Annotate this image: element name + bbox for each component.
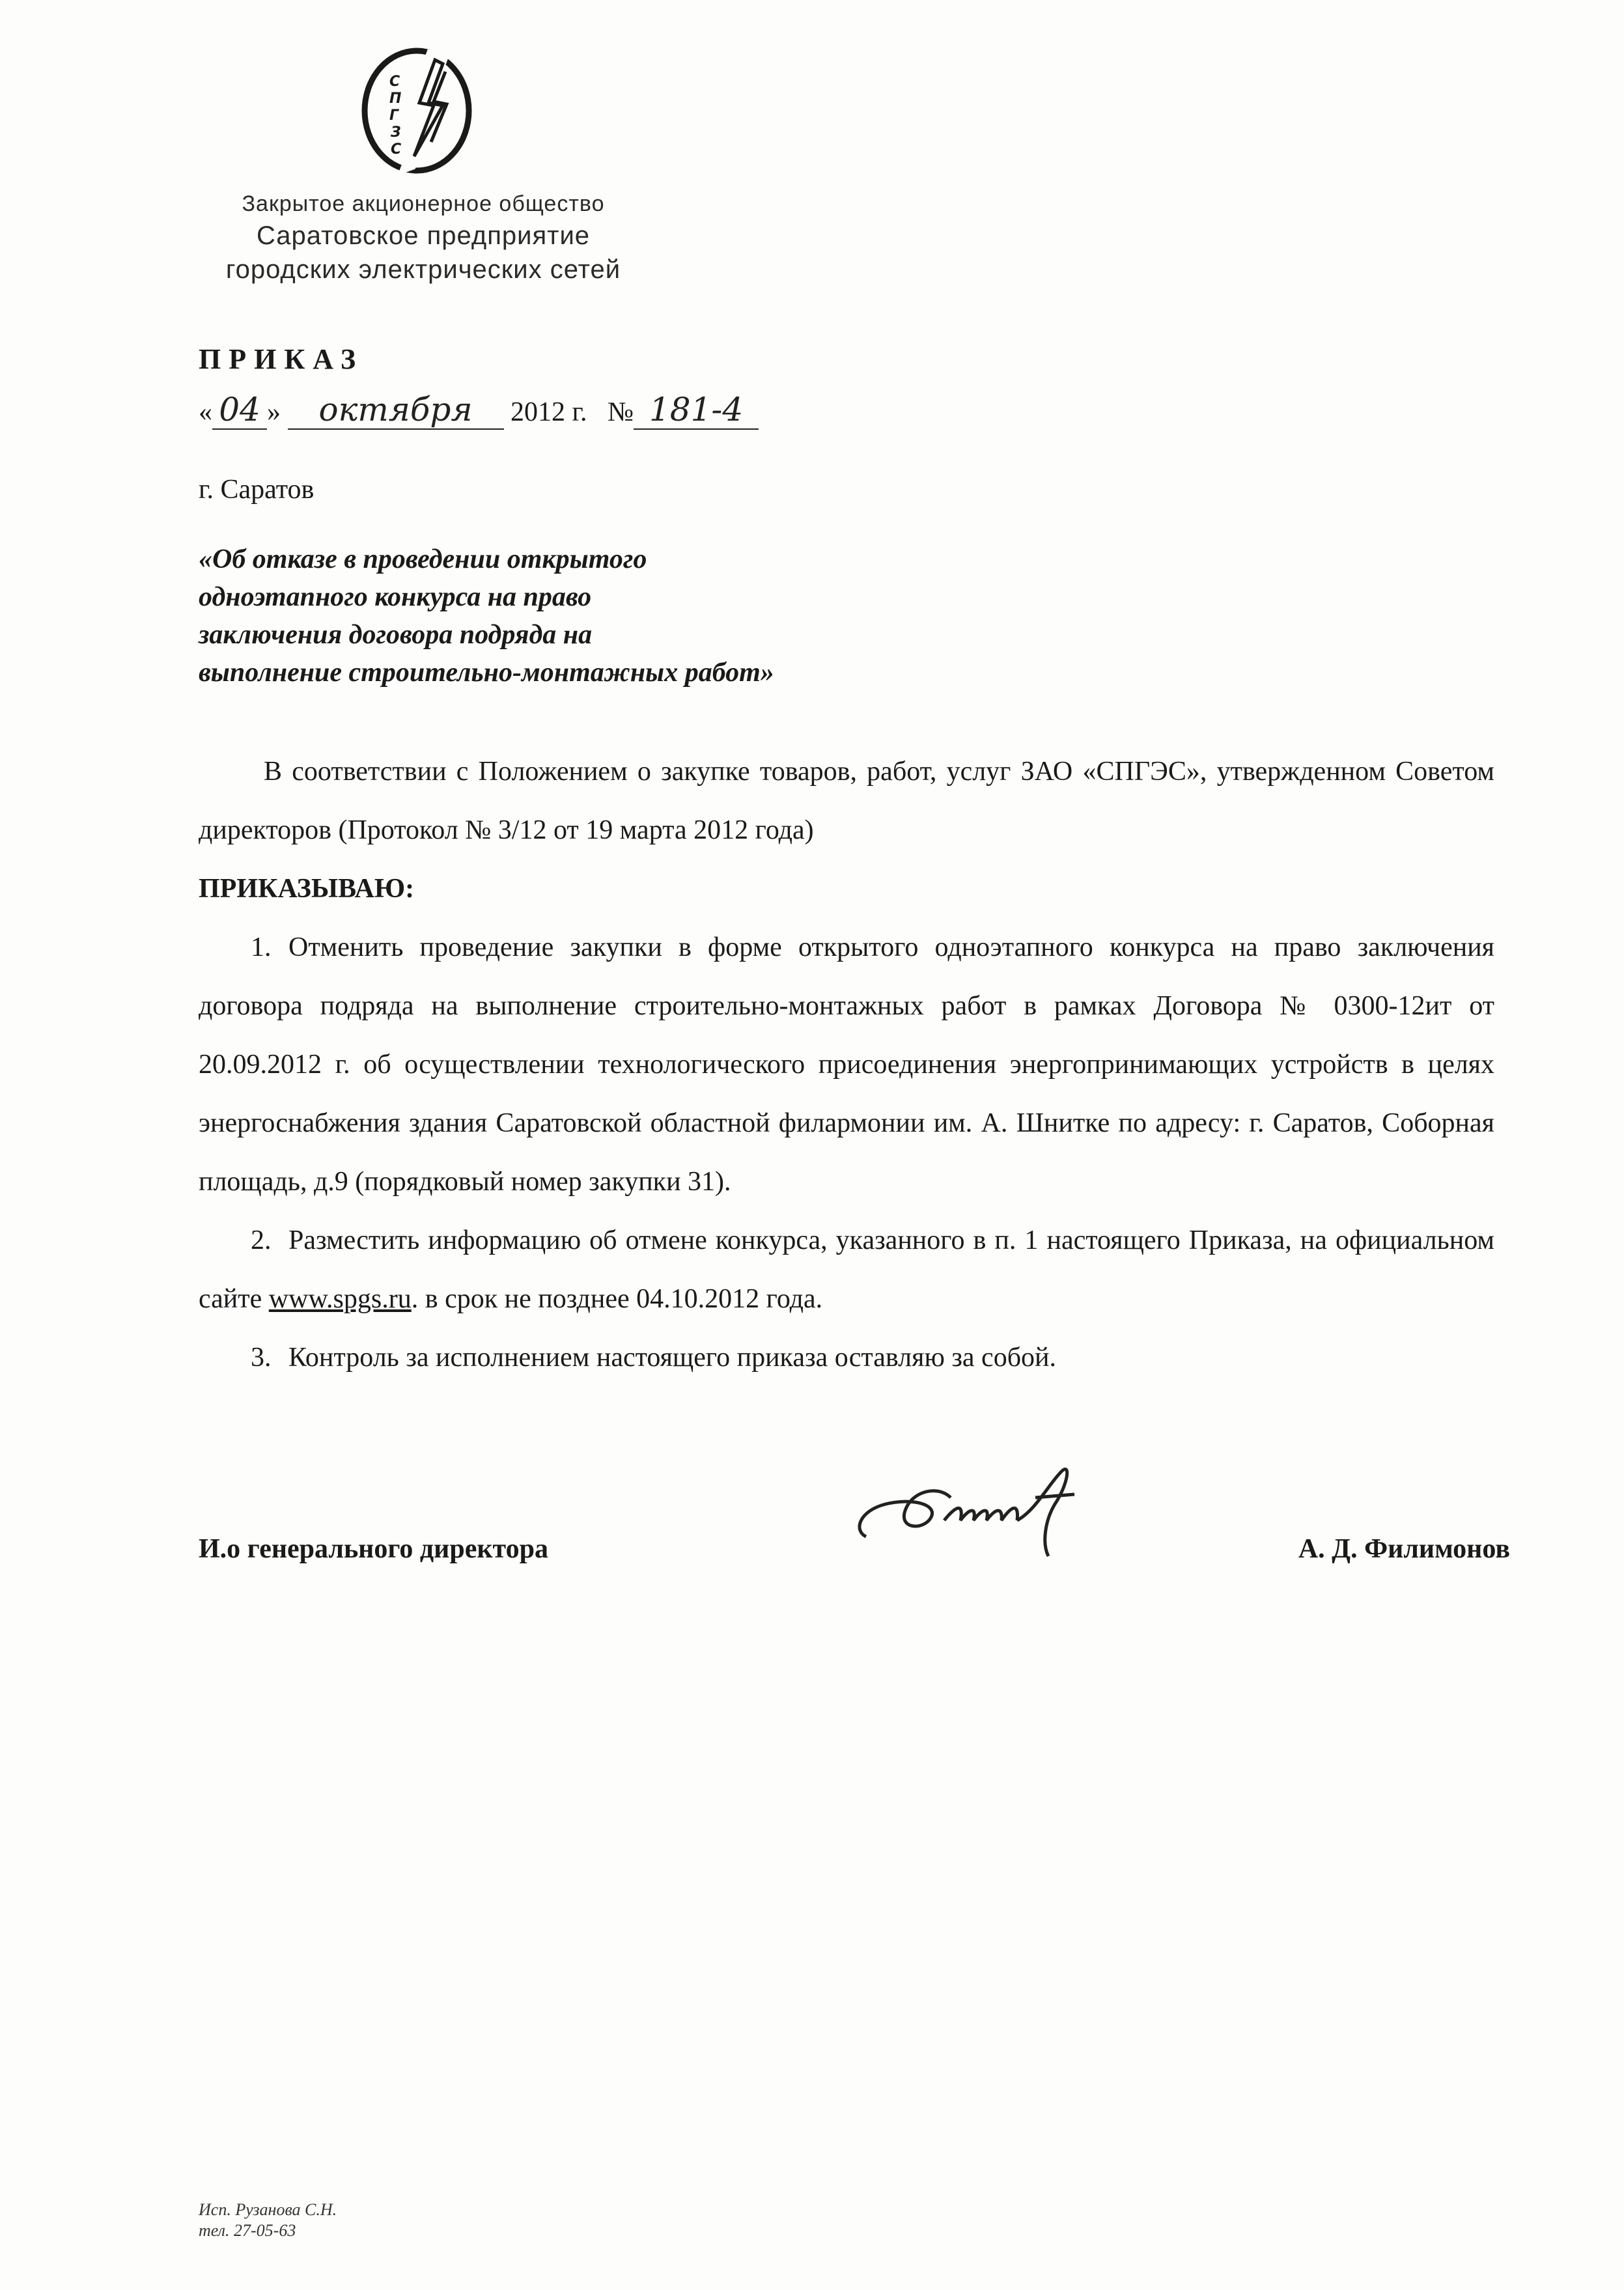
order-day: 04 [212, 391, 267, 430]
item-text-end: . в срок не позднее 04.10.2012 года. [411, 1284, 823, 1314]
quote-close: » [267, 397, 281, 427]
org-name-line2: городских электрических сетей [225, 255, 621, 284]
order-heading: ПРИКАЗЫВАЮ: [199, 874, 415, 904]
executor-name: Исп. Рузанова С.Н. [199, 2200, 337, 2219]
svg-text:С П Г З: С П Г З С [389, 74, 402, 158]
order-subject [199, 540, 980, 691]
order-item-2 [199, 1211, 1494, 1328]
order-month: октября [288, 391, 504, 430]
order-title: ПРИКАЗ [199, 343, 364, 375]
intro-paragraph: В соответствии с Положением о закупке товаров, работ, услуг ЗАО «СПГЭС», утвержденном Советом директоров (Протокол № 3/12 от 19 марта 2012 года) [199, 757, 1494, 845]
signatory-name: А. Д. Филимонов [1298, 1534, 1510, 1564]
order-year: 2012 г. [511, 397, 587, 427]
item-text: Отменить проведение закупки в форме открытого одноэтапного конкурса на право заключения договора подряда на выполнение строительно-монтажных работ в рамках Договора № 0300-12ит от 20.09.2012 г. об осуществлении технологического присоединения энергопринимающих устройств в целях энергоснабжения здания Саратовской областной филармонии им. А. Шнитке по адресу: г. Саратов, Соборная площадь, д.9 (порядковый номер закупки 31). [199, 932, 1494, 1197]
org-type: Закрытое акционерное общество [242, 191, 605, 216]
subject-line-4: выполнение строительно-монтажных работ» [199, 658, 774, 688]
item-number: 3. [251, 1343, 272, 1373]
executor-phone: тел. 27-05-63 [199, 2221, 296, 2240]
executor-info [199, 2199, 337, 2241]
item-number: 2. [251, 1225, 272, 1255]
subject-line-3: заключения договора подряда на [199, 620, 593, 650]
order-date-number [199, 391, 759, 430]
subject-line-2: одноэтапного конкурса на право [199, 582, 592, 612]
website-link[interactable]: www.spgs.ru [268, 1284, 412, 1314]
item-text: Контроль за исполнением настоящего приказа оставляю за собой. [288, 1343, 1057, 1373]
quote-open: « [199, 397, 212, 427]
order-item-1 [199, 918, 1494, 1211]
org-name-line1: Саратовское предприятие [256, 221, 591, 250]
organization-name [195, 189, 651, 286]
order-body [199, 742, 1494, 1387]
order-city: г. Саратов [199, 475, 315, 505]
number-label: № [608, 397, 634, 427]
item-text: Разместить информацию об отмене конкурса, указанного в п. 1 настоящего Приказа, на официальном сайте [199, 1225, 1494, 1314]
subject-line-1: «Об отказе в проведении открытого [199, 544, 647, 574]
order-item-3 [199, 1328, 1494, 1387]
signatory-title: И.о генерального директора [199, 1534, 548, 1564]
order-number: 181-4 [634, 391, 759, 430]
item-number: 1. [251, 932, 272, 962]
handwritten-signature-icon [847, 1459, 1120, 1563]
spges-logo-icon [352, 46, 482, 176]
